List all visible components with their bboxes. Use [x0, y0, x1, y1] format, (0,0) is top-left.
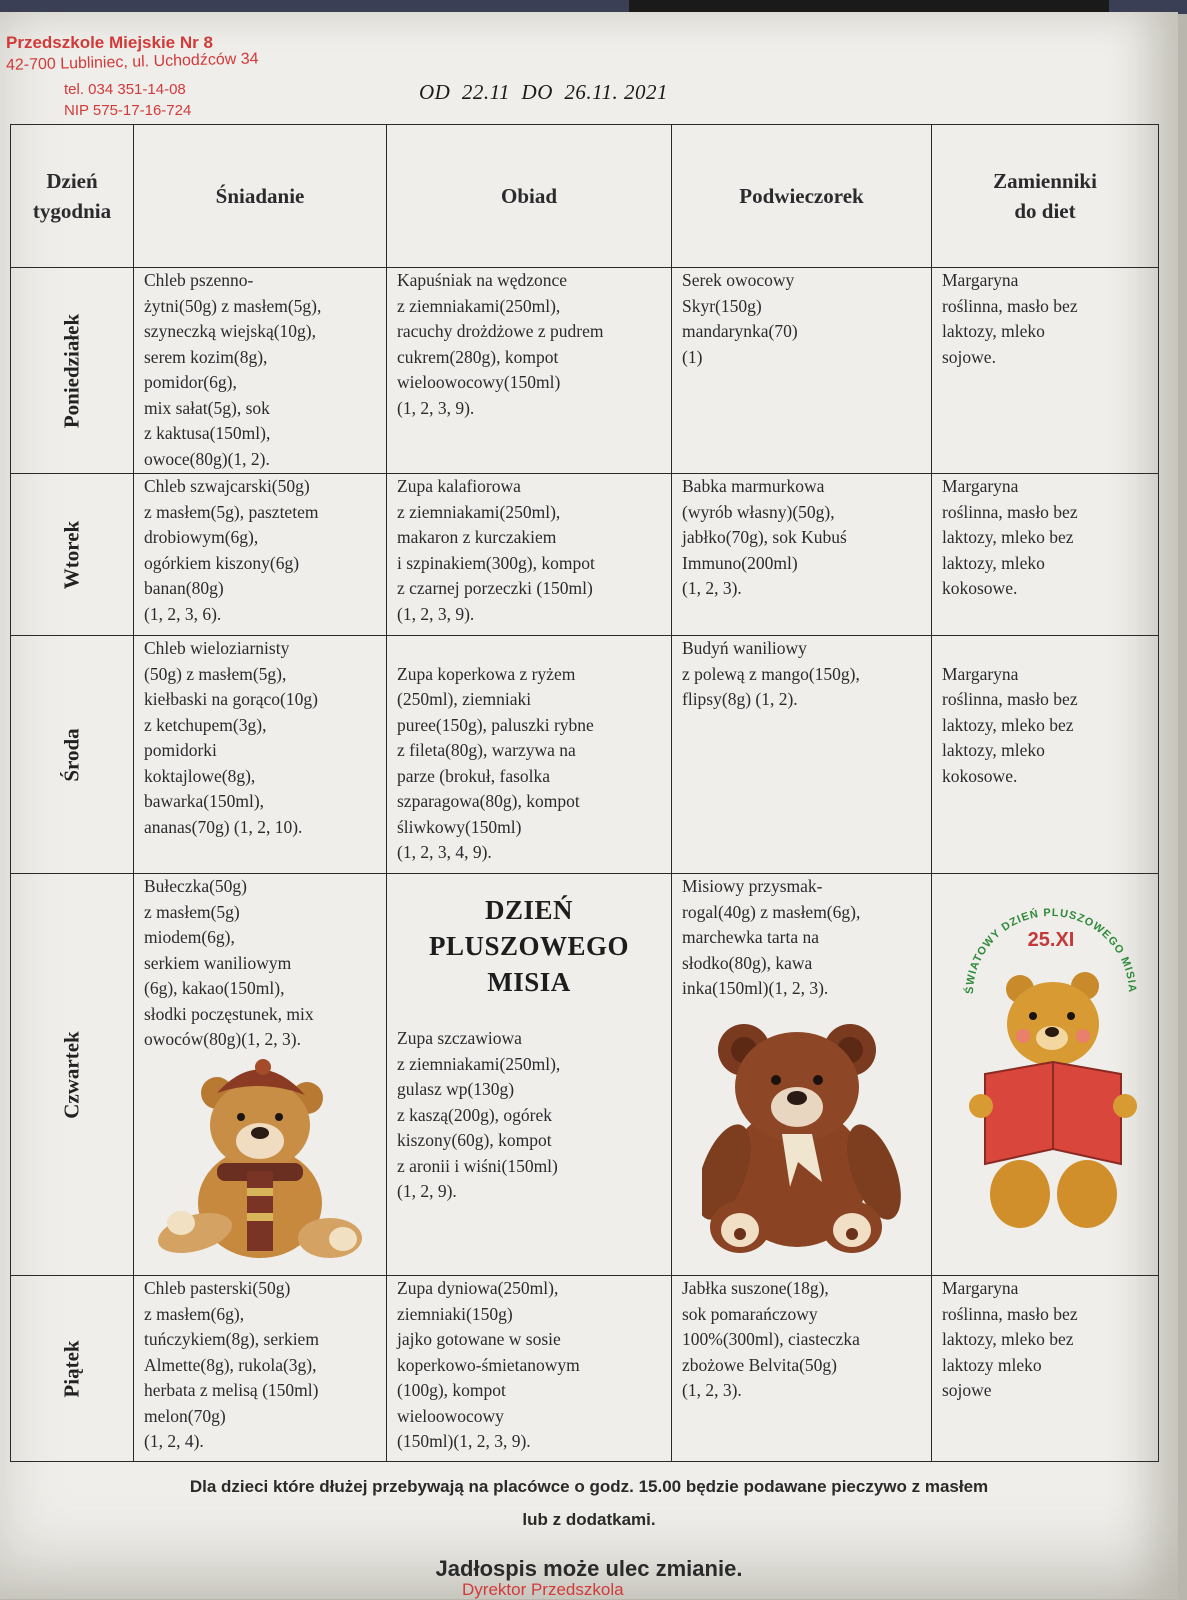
day-label: Czwartek: [59, 1030, 84, 1119]
day-cell: [11, 268, 134, 474]
diet-cell: Margaryna roślinna, masło bez laktozy, mleko sojowe.: [932, 268, 1159, 474]
lunch-cell: [387, 874, 672, 1276]
brown-teddy-bear-icon: [702, 1012, 902, 1257]
header-day: Dzień tygodnia: [11, 125, 134, 268]
lunch-cell: Zupa dyniowa(250ml), ziemniaki(150g) jajko gotowane w sosie koperkowo-śmietanowym (100g), kompot wieloowocowy (150ml)(1, 2, 3, 9).: [387, 1276, 672, 1462]
day-cell: [11, 1276, 134, 1462]
top-strip-box: [629, 0, 1109, 12]
day-label: Piątek: [59, 1339, 84, 1398]
header-snack: Podwieczorek: [672, 125, 932, 268]
day-label: Wtorek: [59, 520, 84, 589]
snack-cell: Budyń waniliowy z polewą z mango(150g), flipsy(8g) (1, 2).: [672, 636, 932, 874]
teddy-bear-scarf-icon: [155, 1053, 365, 1268]
lunch-cell: Zupa koperkowa z ryżem (250ml), ziemniaki puree(150g), paluszki rybne z fileta(80g), warzywa na parze (brokuł, fasolka szparagowa(80g), kompot śliwkowy(150ml) (1, 2, 3, 4, 9).: [387, 636, 672, 874]
breakfast-cell: [134, 874, 387, 1276]
logo-arc-text: ŚWIATOWY DZIEŃ PLUSZOWEGO MISIA: [963, 906, 1139, 995]
table-row: [11, 268, 1159, 474]
day-label: Środa: [59, 727, 84, 782]
day-label: Poniedziałek: [59, 313, 84, 428]
teddy-bear-day-logo: [945, 874, 1145, 1229]
day-cell: [11, 474, 134, 636]
breakfast-cell: Chleb pszenno- żytni(50g) z masłem(5g), szyneczką wiejską(10g), serem kozim(8g), pomidor(6g), mix sałat(5g), sok z kaktusa(150ml), owoce(80g)(1, 2).: [134, 268, 387, 474]
header-lunch: Obiad: [387, 125, 672, 268]
lunch-text: Zupa szczawiowa z ziemniakami(250ml), gulasz wp(130g) z kaszą(200g), ogórek kiszony(60g), kompot z aronii i wiśni(150ml) (1, 2, 9).: [397, 1028, 561, 1201]
logo-date: 25.XI: [1027, 929, 1075, 951]
stamp-school-name: Przedszkole Miejskie Nr 8: [6, 33, 213, 52]
director-signature-stamp: Dyrektor Przedszkola: [462, 1580, 624, 1599]
diet-cell: Margaryna roślinna, masło bez laktozy, mleko bez laktozy, mleko kokosowe.: [932, 636, 1159, 874]
snack-cell: Jabłka suszone(18g), sok pomarańczowy 100%(300ml), ciasteczka zbożowe Belvita(50g) (1, 2, 3).: [672, 1276, 932, 1462]
diet-cell: [932, 874, 1159, 1276]
lunch-cell: Zupa kalafiorowa z ziemniakami(250ml), makaron z kurczakiem i szpinakiem(300g), kompot z czarnej porzeczki (150ml) (1, 2, 3, 9).: [387, 474, 672, 636]
snack-cell: Babka marmurkowa (wyrób własny)(50g), jabłko(70g), sok Kubuś Immuno(200ml) (1, 2, 3).: [672, 474, 932, 636]
stamp-phone: tel. 034 351-14-08: [64, 81, 186, 98]
breakfast-cell: Chleb szwajcarski(50g) z masłem(5g), pasztetem drobiowym(6g), ogórkiem kiszony(6g) banan(80g) (1, 2, 3, 6).: [134, 474, 387, 636]
snack-text: Misiowy przysmak- rogal(40g) z masłem(6g), marchewka tarta na słodko(80g), kawa inka(150ml)(1, 2, 3).: [682, 876, 861, 998]
header-row: [11, 125, 1159, 268]
diet-cell: Margaryna roślinna, masło bez laktozy, mleko bez laktozy mleko sojowe: [932, 1276, 1159, 1462]
special-day-title: DZIEŃ PLUSZOWEGO MISIA: [428, 895, 630, 997]
table-row: [11, 474, 1159, 636]
lunch-cell: Kapuśniak na wędzonce z ziemniakami(250ml), racuchy drożdżowe z pudrem cukrem(280g), kompot wieloowocowy(150ml) (1, 2, 3, 9).: [387, 268, 672, 474]
breakfast-cell: Chleb wieloziarnisty (50g) z masłem(5g), kiełbaski na gorąco(10g) z ketchupem(3g), pomidorki koktajlowe(8g), bawarka(150ml), ananas(70g) (1, 2, 10).: [134, 636, 387, 874]
table-row: [11, 636, 1159, 874]
header-breakfast: Śniadanie: [134, 125, 387, 268]
afternoon-note: Dla dzieci które dłużej przebywają na placówce o godz. 15.00 będzie podawane pieczywo z masłem lub z dodatkami.: [189, 1477, 989, 1529]
breakfast-text: Bułeczka(50g) z masłem(5g) miodem(6g), serkiem waniliowym (6g), kakao(150ml), słodki poczęstunek, mix owoców(80g)(1, 2, 3).: [144, 876, 314, 1049]
table-row: [11, 874, 1159, 1276]
school-stamp: [6, 33, 259, 119]
stamp-nip: NIP 575-17-16-724: [64, 102, 192, 119]
date-range: OD 22.11 DO 26.11. 2021: [419, 80, 669, 104]
table-row: [11, 1276, 1159, 1462]
day-cell: [11, 636, 134, 874]
diet-cell: Margaryna roślinna, masło bez laktozy, mleko bez laktozy, mleko kokosowe.: [932, 474, 1159, 636]
day-cell: [11, 874, 134, 1276]
header-diet: Zamienniki do diet: [932, 125, 1159, 268]
menu-change-note: Jadłospis może ulec zmianie.: [435, 1556, 743, 1581]
snack-cell: [672, 874, 932, 1276]
stamp-address: 42-700 Lubliniec, ul. Uchodźców 34: [5, 50, 259, 74]
menu-table: [10, 124, 1159, 1462]
breakfast-cell: Chleb pasterski(50g) z masłem(6g), tuńczykiem(8g), serkiem Almette(8g), rukola(3g), herbata z melisą (150ml) melon(70g) (1, 2, 4).: [134, 1276, 387, 1462]
snack-cell: Serek owocowy Skyr(150g) mandarynka(70) (1): [672, 268, 932, 474]
